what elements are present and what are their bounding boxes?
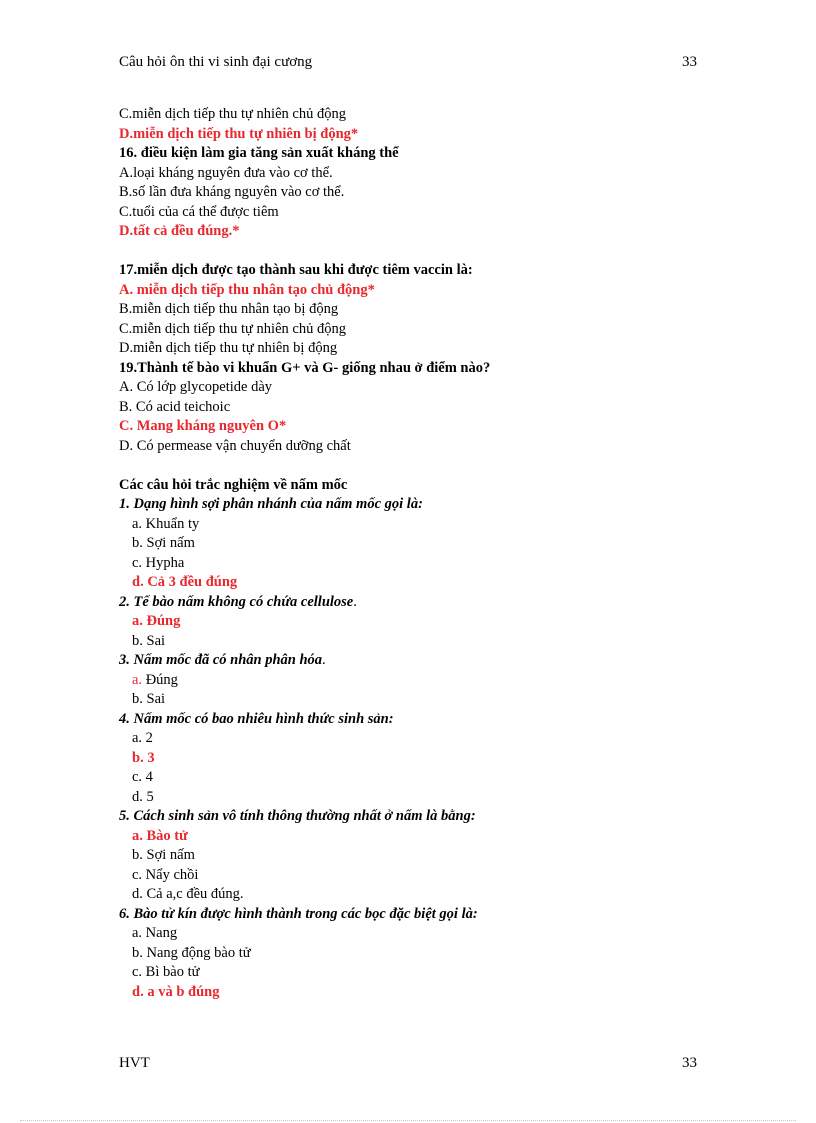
mold-question-5: 5. Cách sinh sản vô tính thông thường nhất ở nấm là bằng: bbox=[119, 808, 476, 824]
option-line: c. Bì bào tử bbox=[132, 964, 200, 980]
question-text: 2. Tế bào nấm không có chứa cellulose bbox=[119, 593, 354, 610]
option-line: A.loại kháng nguyên đưa vào cơ thể. bbox=[119, 164, 333, 181]
option-line: c. 4 bbox=[132, 769, 153, 785]
answer-text: Đúng bbox=[142, 671, 178, 688]
section-heading: Các câu hỏi trắc nghiệm về nấm mốc bbox=[119, 476, 348, 493]
option-line: b. Sợi nấm bbox=[132, 847, 195, 863]
option-line: b. Sai bbox=[132, 632, 166, 649]
option-line: A. Có lớp glycopetide dày bbox=[119, 379, 273, 395]
option-line: a. Khuẩn ty bbox=[132, 515, 200, 532]
option-line: B.miễn dịch tiếp thu nhân tạo bị động bbox=[119, 301, 339, 317]
mold-question-1: 1. Dạng hình sợi phân nhánh của nấm mốc gọi là: bbox=[119, 496, 423, 512]
correct-answer-line: D.miễn dịch tiếp thu tự nhiên bị động* bbox=[119, 125, 359, 142]
option-line: b. Nang động bào tử bbox=[132, 944, 251, 961]
mold-question-6: 6. Bào tử kín được hình thành trong các bọc đặc biệt gọi là: bbox=[119, 905, 478, 922]
question-period: . bbox=[353, 593, 357, 610]
option-line: D. Có permease vận chuyển dưỡng chất bbox=[119, 437, 351, 454]
correct-answer-line: d. a và b đúng bbox=[132, 983, 220, 1000]
footer-author: HVT bbox=[119, 1055, 150, 1071]
footer-page-number: 33 bbox=[682, 1055, 697, 1071]
correct-answer-line: a. Đúng bbox=[132, 613, 181, 629]
option-line: c. Hypha bbox=[132, 554, 185, 571]
answer-letter: a. bbox=[132, 671, 143, 688]
correct-answer-line: d. Cả 3 đều đúng bbox=[132, 574, 238, 590]
question-17: 17.miễn dịch được tạo thành sau khi được tiêm vaccin là: bbox=[119, 262, 473, 278]
option-line: c. Nẩy chồi bbox=[132, 866, 199, 883]
option-line: d. Cả a,c đều đúng. bbox=[132, 886, 244, 902]
option-line: a. Nang bbox=[132, 925, 178, 941]
question-16: 16. điều kiện làm gia tăng sản xuất kháng thể bbox=[119, 145, 399, 161]
page-footer bbox=[119, 1055, 697, 1075]
document-body bbox=[119, 105, 697, 1002]
option-line: b. Sợi nấm bbox=[132, 535, 195, 551]
page-header bbox=[119, 54, 697, 74]
header-title: Câu hỏi ôn thi vi sinh đại cương bbox=[119, 54, 313, 70]
blank-line bbox=[119, 242, 697, 262]
question-text: 3. Nấm mốc đã có nhân phân hóa bbox=[119, 652, 323, 668]
option-line: a. 2 bbox=[132, 730, 153, 746]
blank-line bbox=[119, 456, 697, 476]
mold-question-3 bbox=[119, 651, 697, 671]
question-period: . bbox=[322, 652, 326, 668]
option-line: C.tuổi của cá thể được tiêm bbox=[119, 203, 279, 220]
option-line: B.số lần đưa kháng nguyên vào cơ thể. bbox=[119, 184, 345, 200]
correct-answer-line: D.tất cả đều đúng.* bbox=[119, 223, 240, 239]
correct-answer-line: a. Bào tử bbox=[132, 827, 188, 844]
mold-question-4: 4. Nấm mốc có bao nhiêu hình thức sinh sản: bbox=[119, 710, 394, 727]
page-bottom-divider bbox=[20, 1120, 796, 1121]
correct-answer-line: b. 3 bbox=[132, 749, 155, 766]
correct-answer-line: C. Mang kháng nguyên O* bbox=[119, 418, 287, 434]
option-line: B. Có acid teichoic bbox=[119, 398, 231, 415]
correct-answer-line bbox=[119, 671, 697, 691]
question-19: 19.Thành tế bào vi khuẩn G+ và G- giống nhau ở điểm nào? bbox=[119, 359, 491, 376]
header-page-number: 33 bbox=[682, 54, 697, 70]
correct-answer-line: A. miễn dịch tiếp thu nhân tạo chủ động* bbox=[119, 281, 375, 298]
option-line: C.miễn dịch tiếp thu tự nhiên chủ động bbox=[119, 320, 346, 337]
option-line: d. 5 bbox=[132, 788, 154, 805]
option-line: b. Sai bbox=[132, 691, 166, 707]
text-line: C.miễn dịch tiếp thu tự nhiên chủ động bbox=[119, 106, 346, 122]
option-line: D.miễn dịch tiếp thu tự nhiên bị động bbox=[119, 340, 338, 356]
mold-question-2 bbox=[119, 593, 697, 613]
